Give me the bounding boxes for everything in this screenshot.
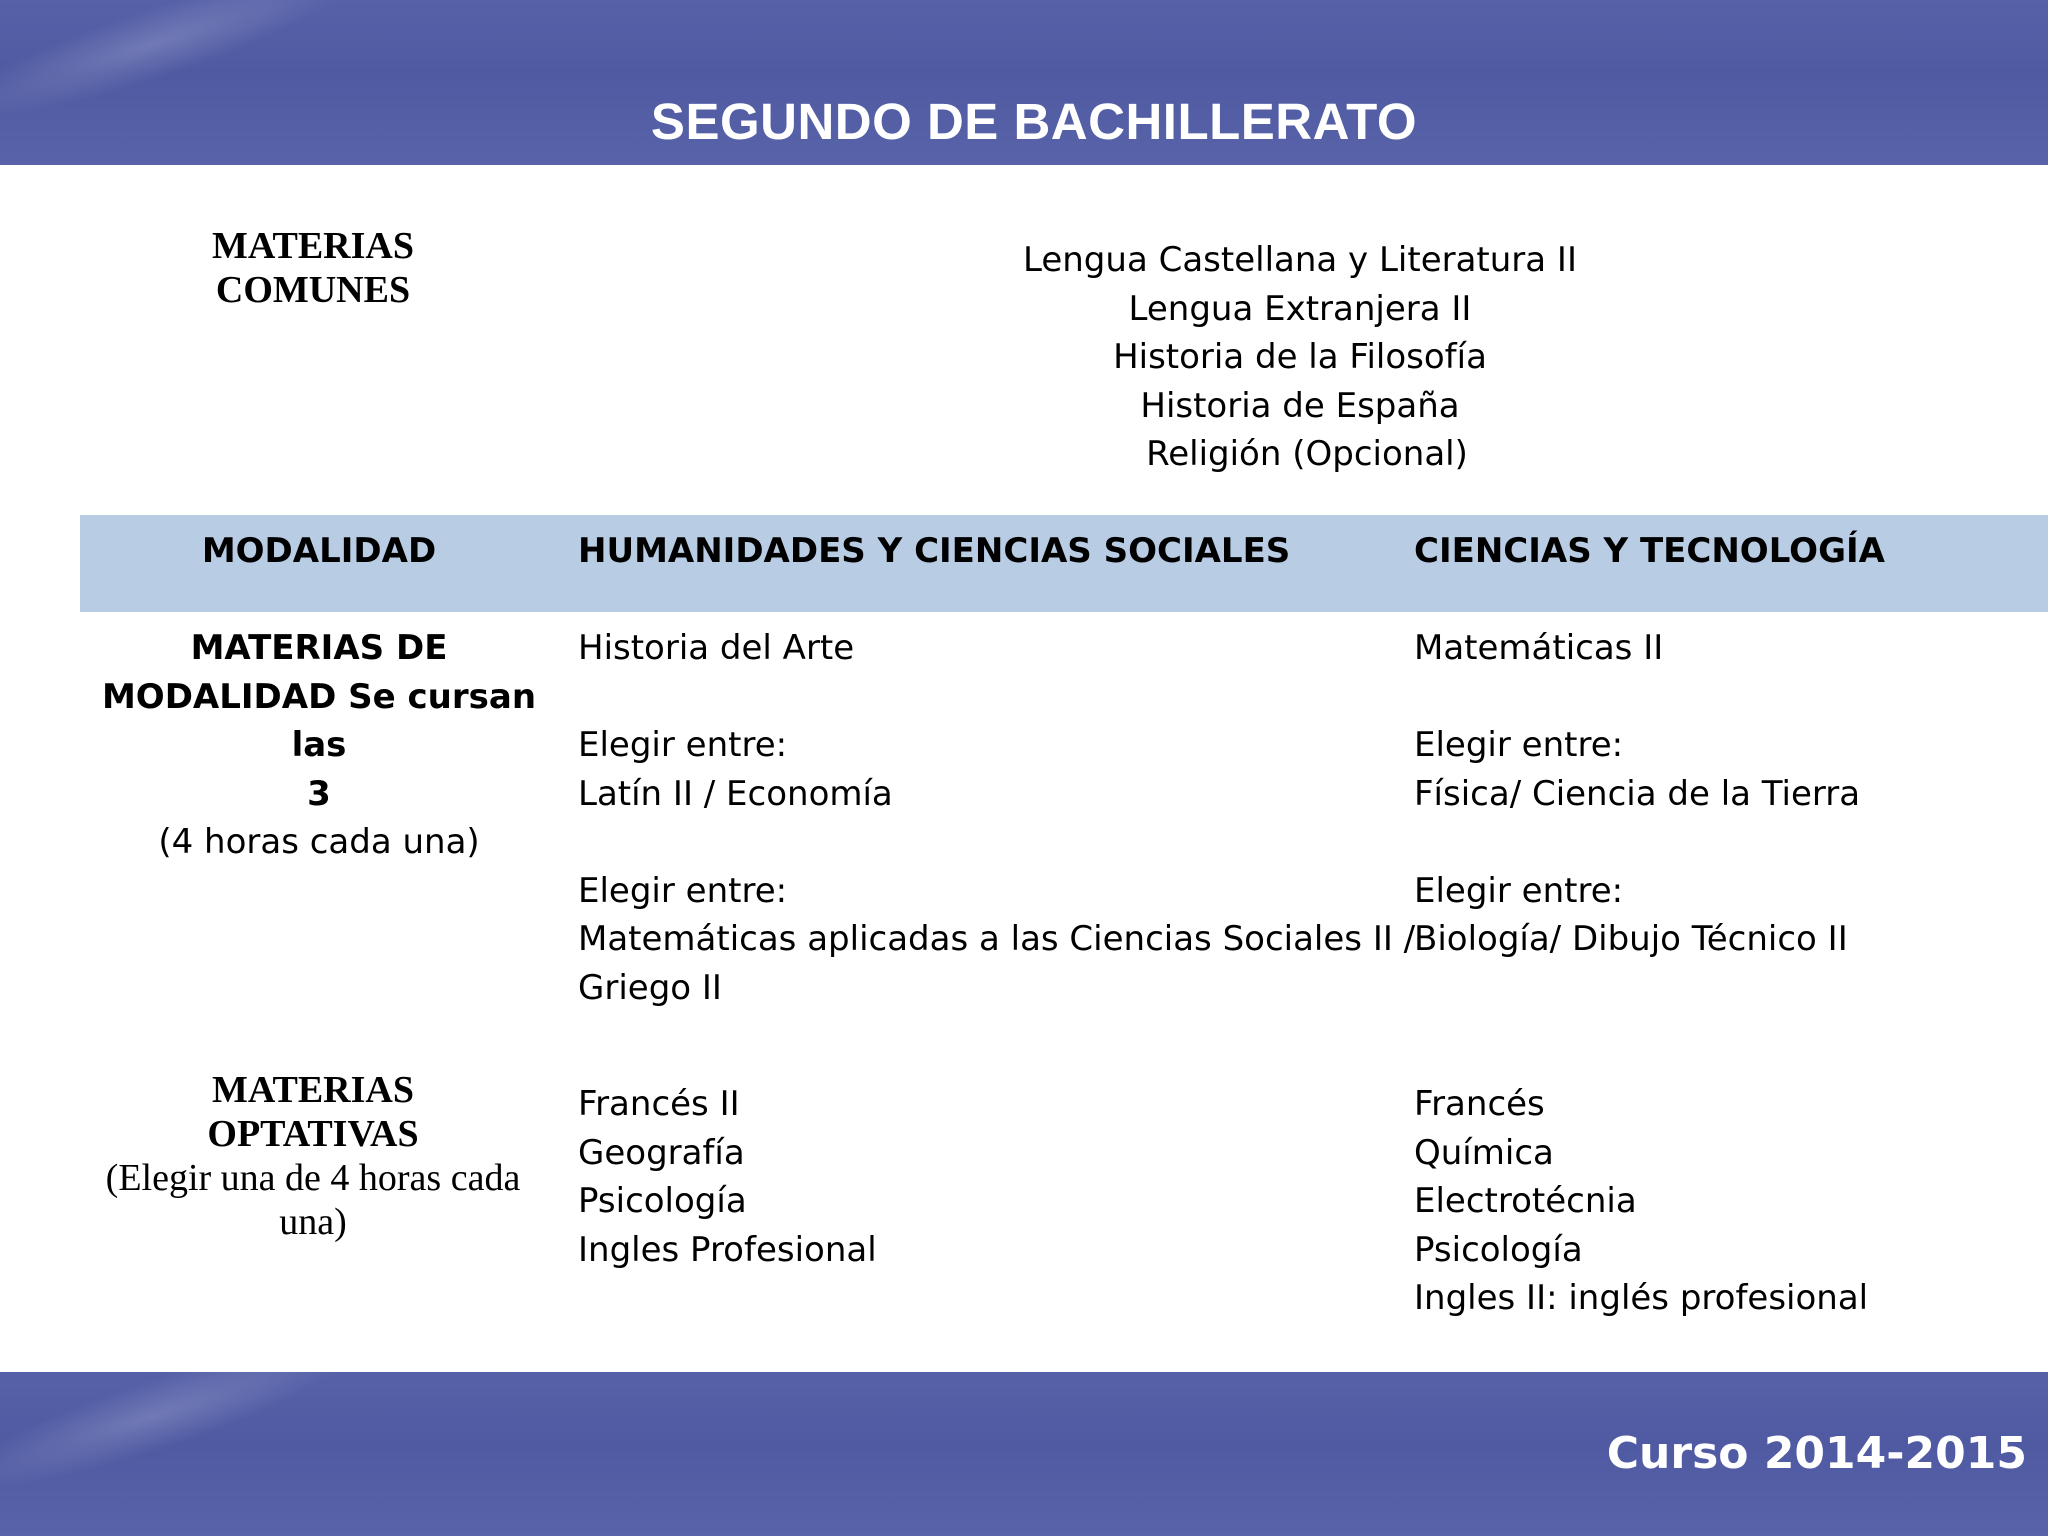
list-item: Ingles Profesional [578, 1229, 877, 1270]
list-item: Ingles II: inglés profesional [1414, 1278, 1869, 1318]
table-header-row [80, 515, 2048, 612]
list-item: Matemáticas aplicadas a las Ciencias Sociales II / [578, 919, 1416, 959]
list-item: Religión (Opcional) [1146, 434, 1468, 474]
list-item: Geografía [578, 1132, 745, 1173]
list-item: Historia de España [1140, 385, 1460, 426]
column-header-ciencias: CIENCIAS Y TECNOLOGÍA [1414, 531, 1885, 571]
modalidad-label-line: MODALIDAD Se cursan las [101, 676, 537, 765]
list-item: Física/ Ciencia de la Tierra [1414, 773, 1861, 814]
list-item: Griego II [578, 967, 722, 1008]
optativas-label-note: una) [279, 1201, 347, 1243]
modalidad-label-note: (4 horas cada una) [158, 822, 480, 862]
list-item: Elegir entre: [1414, 870, 1624, 911]
list-item: Latín II / Economía [578, 773, 893, 814]
comunes-subject-list [990, 236, 1610, 479]
list-item: Francés II [578, 1084, 740, 1124]
list-item: Elegir entre: [1414, 725, 1624, 765]
humanidades-optativas-cell [578, 1080, 877, 1274]
modalidad-row-label [80, 624, 558, 867]
ciencias-optativas-cell [1414, 1080, 1868, 1323]
ciencias-modalidad-cell [1414, 624, 2034, 964]
list-item: Psicología [578, 1181, 747, 1221]
column-header-humanidades: HUMANIDADES Y CIENCIAS SOCIALES [578, 531, 1291, 571]
list-item: Psicología [1414, 1229, 1583, 1270]
list-item: Biología/ Dibujo Técnico II [1414, 919, 1848, 959]
list-item: Electrotécnia [1414, 1181, 1637, 1221]
comunes-label [80, 224, 546, 312]
list-item: Matemáticas II [1414, 628, 1664, 668]
modalidad-label-line: MATERIAS DE [190, 628, 448, 668]
slide-title: SEGUNDO DE BACHILLERATO [650, 93, 1418, 150]
list-item: Lengua Castellana y Literatura II [1023, 240, 1577, 280]
optativas-label-line: MATERIAS [212, 1069, 414, 1111]
optativas-label-line: OPTATIVAS [207, 1113, 419, 1155]
list-item: Elegir entre: [578, 870, 788, 911]
list-item: Francés [1414, 1084, 1545, 1124]
column-header-modalidad: MODALIDAD [201, 531, 437, 571]
comunes-label-line: MATERIAS [212, 225, 414, 267]
optativas-label-note: (Elegir una de 4 horas cada [105, 1157, 521, 1199]
modalidad-label-line: 3 [307, 773, 331, 814]
list-item: Historia de la Filosofía [1113, 337, 1487, 377]
list-item: Historia del Arte [578, 628, 855, 668]
list-item: Elegir entre: [578, 725, 788, 765]
optativas-row-label [80, 1068, 546, 1244]
comunes-label-line: COMUNES [215, 269, 411, 311]
list-item: Química [1414, 1132, 1554, 1173]
humanidades-modalidad-cell [578, 624, 1416, 1012]
course-label: Curso 2014-2015 [1606, 1428, 2027, 1479]
list-item: Lengua Extranjera II [1128, 288, 1472, 329]
